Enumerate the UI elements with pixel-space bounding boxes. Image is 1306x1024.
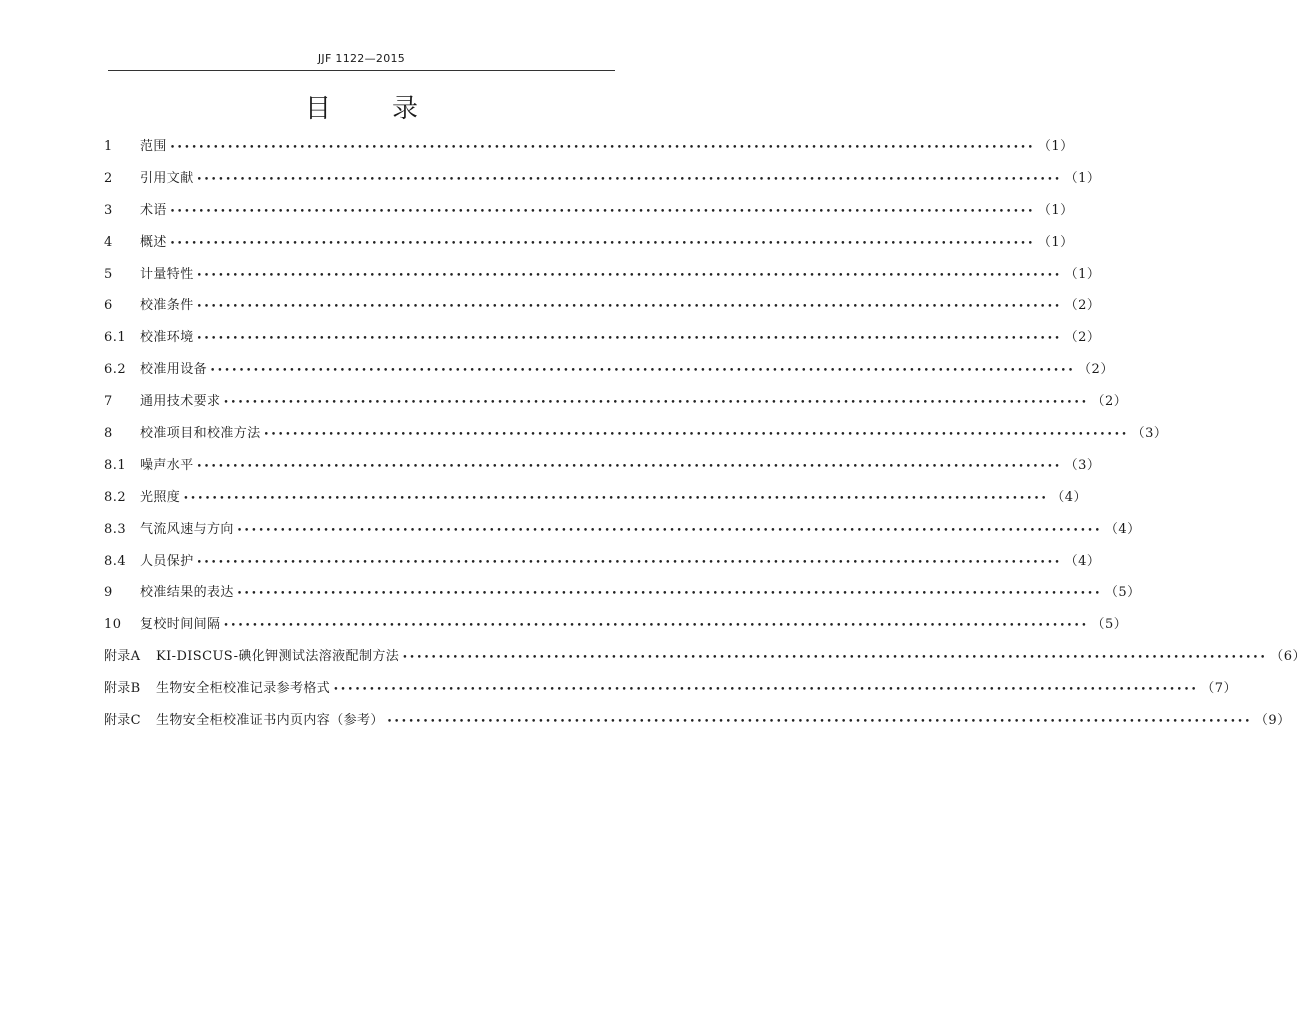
toc-label: 生物安全柜校准证书内页内容（参考） bbox=[156, 713, 384, 729]
header-rule bbox=[108, 70, 615, 71]
toc-number: 附录C bbox=[104, 713, 141, 729]
toc-label: 人员保护 bbox=[140, 553, 194, 569]
toc-number: 6 bbox=[104, 298, 113, 314]
toc-leader-dots: •••••••••••••••••••••••••••••••••••••••••••••••••••••••••••••••••••••••••••••••••••••••••••••••••••••••••••••••••••••••• bbox=[196, 174, 1062, 185]
toc-entry-9[interactable] bbox=[104, 582, 1141, 614]
toc-leader-dots: •••••••••••••••••••••••••••••••••••••••••••••••••••••••••••••••••••••••••••••••••••••••••••••••••••••••••••••••••••••••• bbox=[236, 589, 1102, 600]
toc-number: 9 bbox=[104, 585, 113, 601]
toc-entry-6-1[interactable] bbox=[104, 327, 1101, 359]
toc-page: （1） bbox=[1037, 139, 1074, 154]
table-of-contents bbox=[104, 136, 1306, 742]
toc-page: （3） bbox=[1064, 457, 1101, 473]
toc-page: （2） bbox=[1078, 362, 1114, 378]
toc-entry-4[interactable] bbox=[104, 232, 1074, 264]
toc-entry-appendix-c[interactable] bbox=[104, 710, 1291, 742]
toc-leader-dots: •••••••••••••••••••••••••••••••••••••••••••••••••••••••••••••••••••••••••••••••••••••••••••••••••••••••••••••••••••••••• bbox=[196, 302, 1062, 313]
toc-entry-appendix-a[interactable] bbox=[104, 646, 1306, 678]
toc-number: 1 bbox=[104, 139, 113, 154]
toc-label: 术语 bbox=[140, 202, 167, 218]
toc-label: 范围 bbox=[140, 139, 167, 154]
toc-entry-5[interactable] bbox=[104, 264, 1101, 296]
toc-label: 计量特性 bbox=[140, 266, 194, 282]
toc-label: 引用文献 bbox=[140, 170, 194, 186]
toc-label: 噪声水平 bbox=[140, 457, 194, 473]
toc-label: 复校时间间隔 bbox=[140, 617, 221, 633]
toc-label: 校准结果的表达 bbox=[140, 585, 234, 601]
toc-page: （2） bbox=[1064, 330, 1101, 346]
toc-entry-8-3[interactable] bbox=[104, 519, 1141, 551]
document-code-header: JJF 1122—2015 bbox=[317, 52, 406, 65]
toc-leader-dots: •••••••••••••••••••••••••••••••••••••••••••••••••••••••••••••••••••••••••••••••••••••••••••••••••••••••••••••••••••••••• bbox=[263, 430, 1129, 441]
toc-page: （1） bbox=[1064, 266, 1101, 282]
toc-page: （4） bbox=[1104, 521, 1141, 537]
toc-entry-8[interactable] bbox=[104, 423, 1168, 455]
toc-entry-6[interactable] bbox=[104, 295, 1101, 327]
toc-page: （1） bbox=[1064, 170, 1101, 186]
page-title bbox=[0, 88, 724, 125]
toc-leader-dots: •••••••••••••••••••••••••••••••••••••••••••••••••••••••••••••••••••••••••••••••••••••••••••••••••••••••••••••••••••••••• bbox=[386, 717, 1252, 728]
toc-number: 6.2 bbox=[104, 362, 127, 378]
toc-number: 5 bbox=[104, 266, 113, 282]
toc-number: 2 bbox=[104, 170, 113, 186]
toc-leader-dots: •••••••••••••••••••••••••••••••••••••••••••••••••••••••••••••••••••••••••••••••••••••••••••••••••••••••••••••••••••••••• bbox=[402, 653, 1268, 664]
toc-page: （5） bbox=[1104, 585, 1141, 601]
toc-number: 8 bbox=[104, 426, 113, 442]
toc-number: 附录A bbox=[104, 649, 141, 665]
toc-number: 8.1 bbox=[104, 457, 127, 473]
toc-number: 7 bbox=[104, 394, 113, 410]
toc-entry-3[interactable] bbox=[104, 200, 1074, 232]
toc-leader-dots: •••••••••••••••••••••••••••••••••••••••••••••••••••••••••••••••••••••••••••••••••••••••••••••••••••••••••••••••••••••••• bbox=[210, 366, 1076, 377]
toc-label: 光照度 bbox=[140, 489, 181, 505]
toc-label: 通用技术要求 bbox=[140, 394, 221, 410]
toc-number: 4 bbox=[104, 234, 113, 250]
toc-leader-dots: •••••••••••••••••••••••••••••••••••••••••••••••••••••••••••••••••••••••••••••••••••••••••••••••••••••••••••••••••••••••• bbox=[169, 143, 1035, 153]
toc-leader-dots: •••••••••••••••••••••••••••••••••••••••••••••••••••••••••••••••••••••••••••••••••••••••••••••••••••••••••••••••••••••••• bbox=[169, 238, 1035, 249]
toc-leader-dots: •••••••••••••••••••••••••••••••••••••••••••••••••••••••••••••••••••••••••••••••••••••••••••••••••••••••••••••••••••••••• bbox=[196, 334, 1062, 345]
toc-leader-dots: •••••••••••••••••••••••••••••••••••••••••••••••••••••••••••••••••••••••••••••••••••••••••••••••••••••••••••••••••••••••• bbox=[169, 206, 1035, 217]
toc-page: （4） bbox=[1051, 489, 1088, 505]
toc-entry-10[interactable] bbox=[104, 614, 1128, 646]
toc-page: （6） bbox=[1270, 649, 1306, 665]
toc-number: 6.1 bbox=[104, 330, 127, 346]
toc-page: （5） bbox=[1091, 617, 1128, 633]
toc-label: 概述 bbox=[140, 234, 167, 250]
toc-entry-8-4[interactable] bbox=[104, 551, 1101, 583]
toc-label: 校准项目和校准方法 bbox=[140, 426, 261, 442]
toc-entry-6-2[interactable] bbox=[104, 359, 1114, 391]
toc-leader-dots: •••••••••••••••••••••••••••••••••••••••••••••••••••••••••••••••••••••••••••••••••••••••••••••••••••••••••••••••••••••••• bbox=[183, 493, 1049, 504]
toc-entry-7[interactable] bbox=[104, 391, 1128, 423]
toc-leader-dots: •••••••••••••••••••••••••••••••••••••••••••••••••••••••••••••••••••••••••••••••••••••••••••••••••••••••••••••••••••••••• bbox=[196, 270, 1062, 281]
toc-entry-1[interactable] bbox=[104, 136, 1074, 168]
toc-page: （1） bbox=[1037, 202, 1074, 218]
toc-entry-appendix-b[interactable] bbox=[104, 678, 1238, 710]
toc-number: 8.4 bbox=[104, 553, 127, 569]
toc-label: 校准条件 bbox=[140, 298, 194, 314]
toc-page: （4） bbox=[1064, 553, 1101, 569]
toc-entry-2[interactable] bbox=[104, 168, 1101, 200]
toc-leader-dots: •••••••••••••••••••••••••••••••••••••••••••••••••••••••••••••••••••••••••••••••••••••••••••••••••••••••••••••••••••••••• bbox=[333, 685, 1199, 696]
toc-leader-dots: •••••••••••••••••••••••••••••••••••••••••••••••••••••••••••••••••••••••••••••••••••••••••••••••••••••••••••••••••••••••• bbox=[196, 461, 1062, 472]
toc-label: 气流风速与方向 bbox=[140, 521, 234, 537]
toc-number: 附录B bbox=[104, 681, 141, 697]
toc-page: （2） bbox=[1064, 298, 1101, 314]
toc-page: （9） bbox=[1254, 713, 1291, 729]
toc-number: 8.2 bbox=[104, 489, 127, 505]
toc-label: KI-DISCUS-碘化钾测试法溶液配制方法 bbox=[156, 649, 400, 665]
toc-page: （7） bbox=[1201, 681, 1238, 697]
toc-page: （2） bbox=[1091, 394, 1128, 410]
title-char-right: 录 bbox=[392, 94, 420, 124]
toc-page: （1） bbox=[1037, 234, 1074, 250]
toc-leader-dots: •••••••••••••••••••••••••••••••••••••••••••••••••••••••••••••••••••••••••••••••••••••••••••••••••••••••••••••••••••••••• bbox=[223, 398, 1089, 409]
toc-label: 校准用设备 bbox=[140, 362, 208, 378]
toc-page: （3） bbox=[1131, 426, 1168, 442]
toc-entry-8-2[interactable] bbox=[104, 487, 1088, 519]
toc-leader-dots: •••••••••••••••••••••••••••••••••••••••••••••••••••••••••••••••••••••••••••••••••••••••••••••••••••••••••••••••••••••••• bbox=[196, 557, 1062, 568]
toc-label: 生物安全柜校准记录参考格式 bbox=[156, 681, 331, 697]
title-char-left: 目 bbox=[304, 94, 332, 124]
toc-number: 10 bbox=[104, 617, 122, 633]
toc-leader-dots: •••••••••••••••••••••••••••••••••••••••••••••••••••••••••••••••••••••••••••••••••••••••••••••••••••••••••••••••••••••••• bbox=[223, 621, 1089, 632]
toc-number: 3 bbox=[104, 202, 113, 218]
toc-leader-dots: •••••••••••••••••••••••••••••••••••••••••••••••••••••••••••••••••••••••••••••••••••••••••••••••••••••••••••••••••••••••• bbox=[236, 525, 1102, 536]
toc-number: 8.3 bbox=[104, 521, 127, 537]
toc-entry-8-1[interactable] bbox=[104, 455, 1101, 487]
toc-label: 校准环境 bbox=[140, 330, 194, 346]
